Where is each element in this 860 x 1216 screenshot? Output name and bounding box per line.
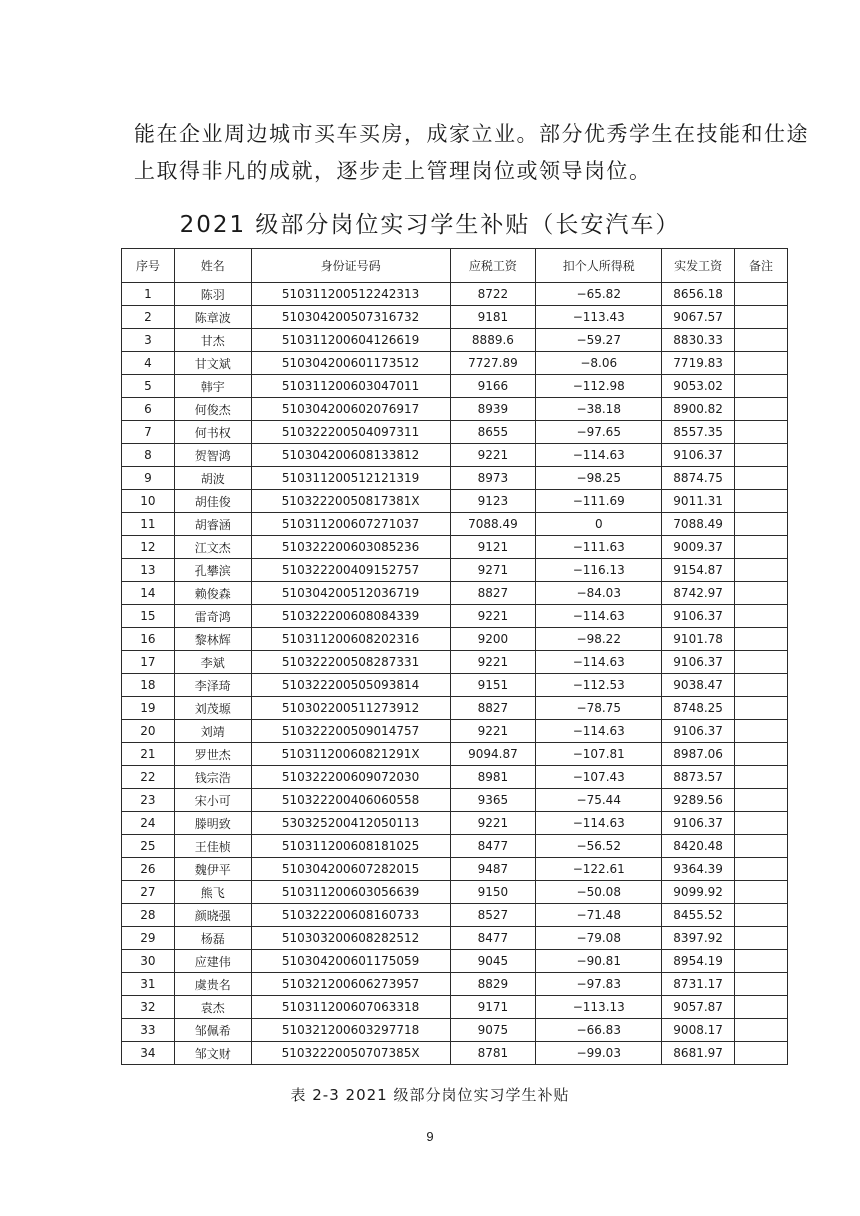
cell-id-number: 510322200406060558 bbox=[251, 789, 450, 812]
table-header-row bbox=[122, 249, 788, 283]
cell-name: 贺智鸿 bbox=[174, 444, 251, 467]
cell-net-wage: 9009.37 bbox=[662, 536, 735, 559]
cell-net-wage: 8731.17 bbox=[662, 973, 735, 996]
cell-remarks bbox=[735, 720, 788, 743]
cell-index: 13 bbox=[122, 559, 175, 582]
cell-name: 孔攀滨 bbox=[174, 559, 251, 582]
cell-net-wage: 9008.17 bbox=[662, 1019, 735, 1042]
cell-income-tax: −114.63 bbox=[536, 444, 662, 467]
cell-income-tax: −75.44 bbox=[536, 789, 662, 812]
cell-taxable-wage: 9150 bbox=[450, 881, 536, 904]
cell-name: 钱宗浩 bbox=[174, 766, 251, 789]
cell-name: 甘杰 bbox=[174, 329, 251, 352]
cell-index: 3 bbox=[122, 329, 175, 352]
cell-net-wage: 8455.52 bbox=[662, 904, 735, 927]
cell-net-wage: 9154.87 bbox=[662, 559, 735, 582]
cell-id-number: 510304200607282015 bbox=[251, 858, 450, 881]
cell-id-number: 510311200512121319 bbox=[251, 467, 450, 490]
cell-income-tax: −84.03 bbox=[536, 582, 662, 605]
cell-net-wage: 9057.87 bbox=[662, 996, 735, 1019]
cell-index: 16 bbox=[122, 628, 175, 651]
cell-name: 甘文斌 bbox=[174, 352, 251, 375]
cell-index: 5 bbox=[122, 375, 175, 398]
cell-income-tax: −114.63 bbox=[536, 605, 662, 628]
table-row bbox=[122, 329, 788, 352]
table-row bbox=[122, 812, 788, 835]
cell-id-number: 510304200507316732 bbox=[251, 306, 450, 329]
cell-remarks bbox=[735, 858, 788, 881]
table-row bbox=[122, 283, 788, 306]
cell-remarks bbox=[735, 490, 788, 513]
cell-id-number: 510303200608282512 bbox=[251, 927, 450, 950]
cell-taxable-wage: 8655 bbox=[450, 421, 536, 444]
cell-name: 王佳桢 bbox=[174, 835, 251, 858]
cell-income-tax: −111.69 bbox=[536, 490, 662, 513]
cell-taxable-wage: 9121 bbox=[450, 536, 536, 559]
cell-name: 杨磊 bbox=[174, 927, 251, 950]
cell-taxable-wage: 8939 bbox=[450, 398, 536, 421]
table-title: 2021 级部分岗位实习学生补贴（长安汽车） bbox=[179, 212, 681, 238]
table-row bbox=[122, 306, 788, 329]
cell-taxable-wage: 9221 bbox=[450, 812, 536, 835]
cell-income-tax: −107.81 bbox=[536, 743, 662, 766]
cell-remarks bbox=[735, 812, 788, 835]
cell-id-number: 510311200608181025 bbox=[251, 835, 450, 858]
cell-index: 21 bbox=[122, 743, 175, 766]
cell-id-number: 510322200504097311 bbox=[251, 421, 450, 444]
cell-taxable-wage: 9181 bbox=[450, 306, 536, 329]
cell-income-tax: −112.53 bbox=[536, 674, 662, 697]
cell-name: 胡波 bbox=[174, 467, 251, 490]
cell-id-number: 510311200608202316 bbox=[251, 628, 450, 651]
table-row bbox=[122, 674, 788, 697]
cell-index: 34 bbox=[122, 1042, 175, 1065]
table-row bbox=[122, 467, 788, 490]
cell-income-tax: −79.08 bbox=[536, 927, 662, 950]
cell-taxable-wage: 9166 bbox=[450, 375, 536, 398]
cell-remarks bbox=[735, 697, 788, 720]
cell-id-number: 510321200606273957 bbox=[251, 973, 450, 996]
cell-id-number: 510311200607271037 bbox=[251, 513, 450, 536]
cell-id-number: 510322200509014757 bbox=[251, 720, 450, 743]
cell-net-wage: 9106.37 bbox=[662, 720, 735, 743]
cell-id-number: 51031120060821291X bbox=[251, 743, 450, 766]
cell-index: 6 bbox=[122, 398, 175, 421]
table-row bbox=[122, 789, 788, 812]
cell-taxable-wage: 8527 bbox=[450, 904, 536, 927]
cell-taxable-wage: 9171 bbox=[450, 996, 536, 1019]
cell-net-wage: 9364.39 bbox=[662, 858, 735, 881]
cell-index: 8 bbox=[122, 444, 175, 467]
cell-net-wage: 8830.33 bbox=[662, 329, 735, 352]
table-row bbox=[122, 996, 788, 1019]
cell-name: 陈章波 bbox=[174, 306, 251, 329]
cell-income-tax: −66.83 bbox=[536, 1019, 662, 1042]
cell-remarks bbox=[735, 996, 788, 1019]
cell-remarks bbox=[735, 605, 788, 628]
cell-id-number: 510322200608160733 bbox=[251, 904, 450, 927]
cell-remarks bbox=[735, 973, 788, 996]
table-row bbox=[122, 651, 788, 674]
table-row bbox=[122, 858, 788, 881]
cell-taxable-wage: 7727.89 bbox=[450, 352, 536, 375]
cell-remarks bbox=[735, 950, 788, 973]
table-row bbox=[122, 973, 788, 996]
cell-net-wage: 9106.37 bbox=[662, 444, 735, 467]
header-id-number: 身份证号码 bbox=[251, 249, 450, 283]
cell-net-wage: 8987.06 bbox=[662, 743, 735, 766]
cell-name: 刘茂塬 bbox=[174, 697, 251, 720]
cell-income-tax: −122.61 bbox=[536, 858, 662, 881]
cell-name: 应建伟 bbox=[174, 950, 251, 973]
cell-id-number: 510304200601173512 bbox=[251, 352, 450, 375]
cell-income-tax: −38.18 bbox=[536, 398, 662, 421]
cell-income-tax: −114.63 bbox=[536, 720, 662, 743]
subsidy-table bbox=[121, 248, 788, 1065]
cell-remarks bbox=[735, 421, 788, 444]
cell-taxable-wage: 8829 bbox=[450, 973, 536, 996]
cell-name: 赖俊森 bbox=[174, 582, 251, 605]
cell-name: 邹佩希 bbox=[174, 1019, 251, 1042]
cell-id-number: 510322200505093814 bbox=[251, 674, 450, 697]
cell-income-tax: −99.03 bbox=[536, 1042, 662, 1065]
body-paragraph-line-1: 能在企业周边城市买车买房，成家立业。部分优秀学生在技能和仕途 bbox=[134, 122, 809, 146]
cell-id-number: 510311200604126619 bbox=[251, 329, 450, 352]
cell-index: 19 bbox=[122, 697, 175, 720]
cell-remarks bbox=[735, 352, 788, 375]
cell-remarks bbox=[735, 582, 788, 605]
cell-net-wage: 8748.25 bbox=[662, 697, 735, 720]
cell-name: 陈羽 bbox=[174, 283, 251, 306]
cell-index: 28 bbox=[122, 904, 175, 927]
cell-taxable-wage: 8477 bbox=[450, 835, 536, 858]
cell-index: 2 bbox=[122, 306, 175, 329]
cell-net-wage: 8874.75 bbox=[662, 467, 735, 490]
cell-net-wage: 8954.19 bbox=[662, 950, 735, 973]
cell-income-tax: −114.63 bbox=[536, 812, 662, 835]
cell-remarks bbox=[735, 467, 788, 490]
cell-index: 29 bbox=[122, 927, 175, 950]
header-index: 序号 bbox=[122, 249, 175, 283]
cell-remarks bbox=[735, 444, 788, 467]
cell-remarks bbox=[735, 375, 788, 398]
cell-index: 31 bbox=[122, 973, 175, 996]
cell-id-number: 51032220050707385X bbox=[251, 1042, 450, 1065]
cell-net-wage: 8420.48 bbox=[662, 835, 735, 858]
cell-index: 26 bbox=[122, 858, 175, 881]
cell-income-tax: −111.63 bbox=[536, 536, 662, 559]
cell-income-tax: −50.08 bbox=[536, 881, 662, 904]
cell-id-number: 510321200603297718 bbox=[251, 1019, 450, 1042]
cell-id-number: 510304200601175059 bbox=[251, 950, 450, 973]
cell-income-tax: −56.52 bbox=[536, 835, 662, 858]
cell-net-wage: 9106.37 bbox=[662, 812, 735, 835]
cell-index: 20 bbox=[122, 720, 175, 743]
cell-taxable-wage: 9271 bbox=[450, 559, 536, 582]
cell-taxable-wage: 9221 bbox=[450, 651, 536, 674]
cell-net-wage: 7088.49 bbox=[662, 513, 735, 536]
table-row bbox=[122, 927, 788, 950]
cell-income-tax: −97.83 bbox=[536, 973, 662, 996]
header-remarks: 备注 bbox=[735, 249, 788, 283]
cell-net-wage: 9011.31 bbox=[662, 490, 735, 513]
cell-taxable-wage: 9200 bbox=[450, 628, 536, 651]
cell-name: 胡佳俊 bbox=[174, 490, 251, 513]
table-row bbox=[122, 697, 788, 720]
table-body bbox=[122, 283, 788, 1065]
cell-remarks bbox=[735, 651, 788, 674]
cell-remarks bbox=[735, 536, 788, 559]
cell-name: 韩宇 bbox=[174, 375, 251, 398]
cell-income-tax: −65.82 bbox=[536, 283, 662, 306]
cell-name: 胡睿涵 bbox=[174, 513, 251, 536]
cell-remarks bbox=[735, 835, 788, 858]
cell-id-number: 510304200512036719 bbox=[251, 582, 450, 605]
page-number: 9 bbox=[426, 1129, 434, 1144]
cell-remarks bbox=[735, 513, 788, 536]
cell-index: 15 bbox=[122, 605, 175, 628]
cell-id-number: 510322200508287331 bbox=[251, 651, 450, 674]
cell-name: 宋小可 bbox=[174, 789, 251, 812]
cell-net-wage: 9053.02 bbox=[662, 375, 735, 398]
cell-id-number: 510322200409152757 bbox=[251, 559, 450, 582]
table-row bbox=[122, 559, 788, 582]
cell-remarks bbox=[735, 559, 788, 582]
cell-remarks bbox=[735, 628, 788, 651]
cell-taxable-wage: 8827 bbox=[450, 582, 536, 605]
cell-id-number: 510311200603056639 bbox=[251, 881, 450, 904]
table-row bbox=[122, 444, 788, 467]
cell-name: 刘靖 bbox=[174, 720, 251, 743]
cell-remarks bbox=[735, 881, 788, 904]
table-row bbox=[122, 743, 788, 766]
header-net-wage: 实发工资 bbox=[662, 249, 735, 283]
cell-index: 4 bbox=[122, 352, 175, 375]
cell-id-number: 51032220050817381X bbox=[251, 490, 450, 513]
cell-index: 23 bbox=[122, 789, 175, 812]
cell-index: 22 bbox=[122, 766, 175, 789]
table-row bbox=[122, 904, 788, 927]
cell-income-tax: −71.48 bbox=[536, 904, 662, 927]
table-row bbox=[122, 950, 788, 973]
cell-net-wage: 8900.82 bbox=[662, 398, 735, 421]
cell-remarks bbox=[735, 1019, 788, 1042]
cell-taxable-wage: 8981 bbox=[450, 766, 536, 789]
cell-name: 李泽琦 bbox=[174, 674, 251, 697]
cell-remarks bbox=[735, 927, 788, 950]
table-row bbox=[122, 513, 788, 536]
cell-taxable-wage: 9221 bbox=[450, 605, 536, 628]
cell-remarks bbox=[735, 306, 788, 329]
cell-id-number: 530325200412050113 bbox=[251, 812, 450, 835]
cell-taxable-wage: 8827 bbox=[450, 697, 536, 720]
cell-income-tax: −59.27 bbox=[536, 329, 662, 352]
table-row bbox=[122, 605, 788, 628]
cell-remarks bbox=[735, 674, 788, 697]
cell-index: 27 bbox=[122, 881, 175, 904]
cell-name: 李斌 bbox=[174, 651, 251, 674]
cell-net-wage: 9106.37 bbox=[662, 651, 735, 674]
cell-net-wage: 9099.92 bbox=[662, 881, 735, 904]
cell-taxable-wage: 9094.87 bbox=[450, 743, 536, 766]
cell-id-number: 510311200512242313 bbox=[251, 283, 450, 306]
cell-taxable-wage: 9123 bbox=[450, 490, 536, 513]
cell-income-tax: −98.25 bbox=[536, 467, 662, 490]
cell-name: 何书权 bbox=[174, 421, 251, 444]
cell-name: 滕明致 bbox=[174, 812, 251, 835]
cell-name: 何俊杰 bbox=[174, 398, 251, 421]
cell-net-wage: 8742.97 bbox=[662, 582, 735, 605]
cell-name: 邹文财 bbox=[174, 1042, 251, 1065]
cell-remarks bbox=[735, 329, 788, 352]
cell-remarks bbox=[735, 766, 788, 789]
table-row bbox=[122, 720, 788, 743]
cell-income-tax: −114.63 bbox=[536, 651, 662, 674]
cell-index: 12 bbox=[122, 536, 175, 559]
cell-net-wage: 7719.83 bbox=[662, 352, 735, 375]
cell-income-tax: −113.43 bbox=[536, 306, 662, 329]
cell-name: 袁杰 bbox=[174, 996, 251, 1019]
table-row bbox=[122, 352, 788, 375]
cell-net-wage: 8873.57 bbox=[662, 766, 735, 789]
cell-index: 24 bbox=[122, 812, 175, 835]
cell-net-wage: 9106.37 bbox=[662, 605, 735, 628]
table-row bbox=[122, 398, 788, 421]
cell-name: 颜晓强 bbox=[174, 904, 251, 927]
cell-income-tax: −113.13 bbox=[536, 996, 662, 1019]
cell-income-tax: −98.22 bbox=[536, 628, 662, 651]
cell-income-tax: 0 bbox=[536, 513, 662, 536]
cell-name: 江文杰 bbox=[174, 536, 251, 559]
cell-id-number: 510322200609072030 bbox=[251, 766, 450, 789]
cell-index: 33 bbox=[122, 1019, 175, 1042]
cell-taxable-wage: 8722 bbox=[450, 283, 536, 306]
cell-index: 14 bbox=[122, 582, 175, 605]
cell-name: 黎林辉 bbox=[174, 628, 251, 651]
cell-income-tax: −107.43 bbox=[536, 766, 662, 789]
cell-id-number: 510304200608133812 bbox=[251, 444, 450, 467]
cell-net-wage: 9038.47 bbox=[662, 674, 735, 697]
cell-taxable-wage: 8477 bbox=[450, 927, 536, 950]
table-row bbox=[122, 375, 788, 398]
cell-index: 30 bbox=[122, 950, 175, 973]
cell-id-number: 510304200602076917 bbox=[251, 398, 450, 421]
cell-taxable-wage: 9365 bbox=[450, 789, 536, 812]
cell-taxable-wage: 9045 bbox=[450, 950, 536, 973]
table-caption: 表 2-3 2021 级部分岗位实习学生补贴 bbox=[290, 1086, 570, 1104]
cell-income-tax: −8.06 bbox=[536, 352, 662, 375]
cell-name: 雷奇鸿 bbox=[174, 605, 251, 628]
header-income-tax: 扣个人所得税 bbox=[536, 249, 662, 283]
cell-id-number: 510311200607063318 bbox=[251, 996, 450, 1019]
cell-name: 虞贵名 bbox=[174, 973, 251, 996]
cell-index: 17 bbox=[122, 651, 175, 674]
cell-net-wage: 9067.57 bbox=[662, 306, 735, 329]
cell-taxable-wage: 8973 bbox=[450, 467, 536, 490]
cell-index: 32 bbox=[122, 996, 175, 1019]
body-paragraph-line-2: 上取得非凡的成就，逐步走上管理岗位或领导岗位。 bbox=[134, 159, 652, 183]
cell-id-number: 510322200608084339 bbox=[251, 605, 450, 628]
cell-taxable-wage: 9075 bbox=[450, 1019, 536, 1042]
cell-net-wage: 8397.92 bbox=[662, 927, 735, 950]
cell-remarks bbox=[735, 789, 788, 812]
cell-index: 25 bbox=[122, 835, 175, 858]
cell-taxable-wage: 7088.49 bbox=[450, 513, 536, 536]
cell-remarks bbox=[735, 1042, 788, 1065]
cell-taxable-wage: 9221 bbox=[450, 444, 536, 467]
header-name: 姓名 bbox=[174, 249, 251, 283]
table-row bbox=[122, 490, 788, 513]
cell-index: 1 bbox=[122, 283, 175, 306]
table-row bbox=[122, 628, 788, 651]
cell-remarks bbox=[735, 398, 788, 421]
cell-income-tax: −90.81 bbox=[536, 950, 662, 973]
cell-name: 罗世杰 bbox=[174, 743, 251, 766]
cell-income-tax: −112.98 bbox=[536, 375, 662, 398]
table-row bbox=[122, 835, 788, 858]
cell-name: 熊飞 bbox=[174, 881, 251, 904]
table-row bbox=[122, 421, 788, 444]
cell-id-number: 510311200603047011 bbox=[251, 375, 450, 398]
table-row bbox=[122, 536, 788, 559]
cell-net-wage: 8557.35 bbox=[662, 421, 735, 444]
table-row bbox=[122, 1042, 788, 1065]
cell-remarks bbox=[735, 904, 788, 927]
cell-id-number: 510322200603085236 bbox=[251, 536, 450, 559]
table-row bbox=[122, 582, 788, 605]
cell-index: 10 bbox=[122, 490, 175, 513]
cell-net-wage: 9101.78 bbox=[662, 628, 735, 651]
table-row bbox=[122, 881, 788, 904]
cell-index: 9 bbox=[122, 467, 175, 490]
cell-net-wage: 9289.56 bbox=[662, 789, 735, 812]
cell-taxable-wage: 8889.6 bbox=[450, 329, 536, 352]
table-row bbox=[122, 766, 788, 789]
cell-remarks bbox=[735, 743, 788, 766]
cell-name: 魏伊平 bbox=[174, 858, 251, 881]
cell-taxable-wage: 9487 bbox=[450, 858, 536, 881]
cell-remarks bbox=[735, 283, 788, 306]
header-taxable-wage: 应税工资 bbox=[450, 249, 536, 283]
cell-taxable-wage: 9151 bbox=[450, 674, 536, 697]
cell-net-wage: 8681.97 bbox=[662, 1042, 735, 1065]
cell-id-number: 510302200511273912 bbox=[251, 697, 450, 720]
cell-income-tax: −116.13 bbox=[536, 559, 662, 582]
cell-index: 11 bbox=[122, 513, 175, 536]
cell-index: 18 bbox=[122, 674, 175, 697]
cell-income-tax: −78.75 bbox=[536, 697, 662, 720]
cell-taxable-wage: 9221 bbox=[450, 720, 536, 743]
cell-net-wage: 8656.18 bbox=[662, 283, 735, 306]
cell-index: 7 bbox=[122, 421, 175, 444]
table-row bbox=[122, 1019, 788, 1042]
cell-income-tax: −97.65 bbox=[536, 421, 662, 444]
cell-taxable-wage: 8781 bbox=[450, 1042, 536, 1065]
